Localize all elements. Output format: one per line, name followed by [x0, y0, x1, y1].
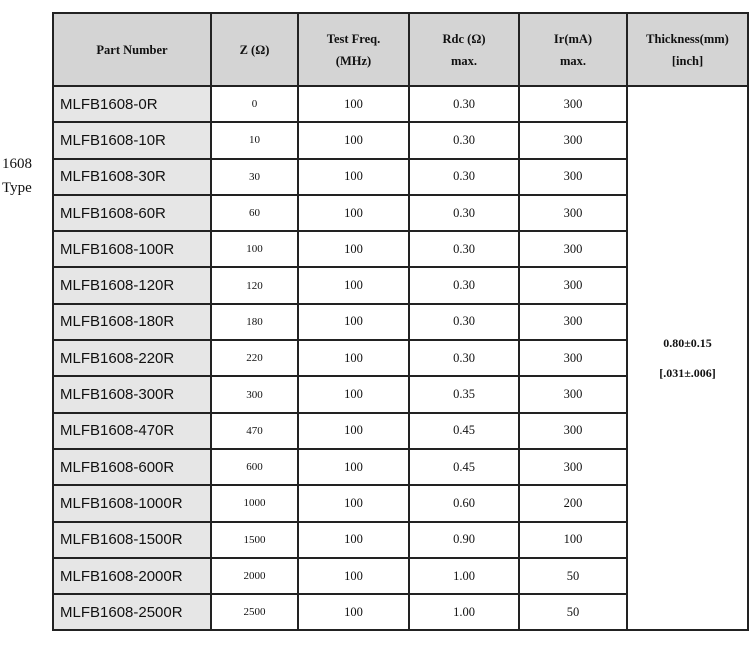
ir-cell: 300: [519, 449, 627, 485]
impedance-cell: 0: [211, 86, 298, 122]
header-test-freq-line2: (MHz): [335, 53, 372, 68]
header-test-freq: [298, 13, 409, 86]
test-freq-cell: 100: [298, 522, 409, 558]
rdc-cell: 0.60: [409, 485, 519, 521]
test-freq-cell: 100: [298, 231, 409, 267]
test-freq-cell: 100: [298, 449, 409, 485]
part-number-cell: MLFB1608-180R: [53, 304, 211, 340]
impedance-cell: 300: [211, 376, 298, 412]
impedance-cell: 120: [211, 267, 298, 303]
header-thickness-line1: Thickness(mm): [646, 31, 729, 46]
rdc-cell: 0.30: [409, 86, 519, 122]
thickness-mm: 0.80±0.15: [663, 336, 712, 351]
header-z-line1: Z (Ω): [239, 42, 270, 57]
header-row: [53, 13, 748, 86]
impedance-cell: 2500: [211, 594, 298, 630]
ir-cell: 300: [519, 267, 627, 303]
impedance-cell: 10: [211, 122, 298, 158]
type-label-line2: Type: [2, 180, 32, 196]
thickness-inch: [.031±.006]: [659, 366, 716, 381]
ir-cell: 300: [519, 231, 627, 267]
rdc-cell: 0.45: [409, 449, 519, 485]
ir-cell: 300: [519, 159, 627, 195]
rdc-cell: 0.30: [409, 304, 519, 340]
test-freq-cell: 100: [298, 267, 409, 303]
thickness-cell: [627, 86, 748, 630]
impedance-cell: 470: [211, 413, 298, 449]
spec-table: [52, 12, 749, 631]
header-part-number-line1: Part Number: [96, 42, 168, 57]
rdc-cell: 0.30: [409, 159, 519, 195]
part-number-cell: MLFB1608-2500R: [53, 594, 211, 630]
impedance-cell: 60: [211, 195, 298, 231]
header-rdc: [409, 13, 519, 86]
table-row: [53, 86, 748, 122]
rdc-cell: 0.90: [409, 522, 519, 558]
test-freq-cell: 100: [298, 340, 409, 376]
header-thickness-line2: [inch]: [671, 53, 704, 68]
rdc-cell: 0.30: [409, 122, 519, 158]
rdc-cell: 0.30: [409, 231, 519, 267]
part-number-cell: MLFB1608-300R: [53, 376, 211, 412]
part-number-cell: MLFB1608-220R: [53, 340, 211, 376]
part-number-cell: MLFB1608-1000R: [53, 485, 211, 521]
ir-cell: 300: [519, 413, 627, 449]
impedance-cell: 2000: [211, 558, 298, 594]
test-freq-cell: 100: [298, 159, 409, 195]
test-freq-cell: 100: [298, 413, 409, 449]
ir-cell: 100: [519, 522, 627, 558]
part-number-cell: MLFB1608-120R: [53, 267, 211, 303]
ir-cell: 200: [519, 485, 627, 521]
ir-cell: 300: [519, 340, 627, 376]
ir-cell: 300: [519, 304, 627, 340]
impedance-cell: 100: [211, 231, 298, 267]
test-freq-cell: 100: [298, 304, 409, 340]
test-freq-cell: 100: [298, 86, 409, 122]
ir-cell: 300: [519, 122, 627, 158]
rdc-cell: 1.00: [409, 558, 519, 594]
impedance-cell: 220: [211, 340, 298, 376]
impedance-cell: 30: [211, 159, 298, 195]
rdc-cell: 1.00: [409, 594, 519, 630]
part-number-cell: MLFB1608-10R: [53, 122, 211, 158]
test-freq-cell: 100: [298, 485, 409, 521]
ir-cell: 300: [519, 195, 627, 231]
impedance-cell: 1500: [211, 522, 298, 558]
part-number-cell: MLFB1608-1500R: [53, 522, 211, 558]
part-number-cell: MLFB1608-600R: [53, 449, 211, 485]
test-freq-cell: 100: [298, 122, 409, 158]
header-rdc-line2: max.: [450, 53, 478, 68]
header-part-number: [53, 13, 211, 86]
rdc-cell: 0.30: [409, 340, 519, 376]
ir-cell: 300: [519, 376, 627, 412]
ir-cell: 50: [519, 594, 627, 630]
part-number-cell: MLFB1608-0R: [53, 86, 211, 122]
test-freq-cell: 100: [298, 594, 409, 630]
part-number-cell: MLFB1608-470R: [53, 413, 211, 449]
part-number-cell: MLFB1608-30R: [53, 159, 211, 195]
rdc-cell: 0.35: [409, 376, 519, 412]
header-test-freq-line1: Test Freq.: [326, 31, 381, 46]
test-freq-cell: 100: [298, 558, 409, 594]
rdc-cell: 0.30: [409, 267, 519, 303]
rdc-cell: 0.45: [409, 413, 519, 449]
rdc-cell: 0.30: [409, 195, 519, 231]
header-ir-line2: max.: [559, 53, 587, 68]
impedance-cell: 180: [211, 304, 298, 340]
test-freq-cell: 100: [298, 376, 409, 412]
impedance-cell: 600: [211, 449, 298, 485]
header-rdc-line1: Rdc (Ω): [442, 31, 486, 46]
test-freq-cell: 100: [298, 195, 409, 231]
ir-cell: 50: [519, 558, 627, 594]
ir-cell: 300: [519, 86, 627, 122]
part-number-cell: MLFB1608-100R: [53, 231, 211, 267]
header-thickness: [627, 13, 748, 86]
impedance-cell: 1000: [211, 485, 298, 521]
header-ir: [519, 13, 627, 86]
type-label: [2, 152, 46, 200]
part-number-cell: MLFB1608-2000R: [53, 558, 211, 594]
type-label-line1: 1608: [2, 156, 32, 172]
part-number-cell: MLFB1608-60R: [53, 195, 211, 231]
header-ir-line1: Ir(mA): [553, 31, 593, 46]
header-z: [211, 13, 298, 86]
